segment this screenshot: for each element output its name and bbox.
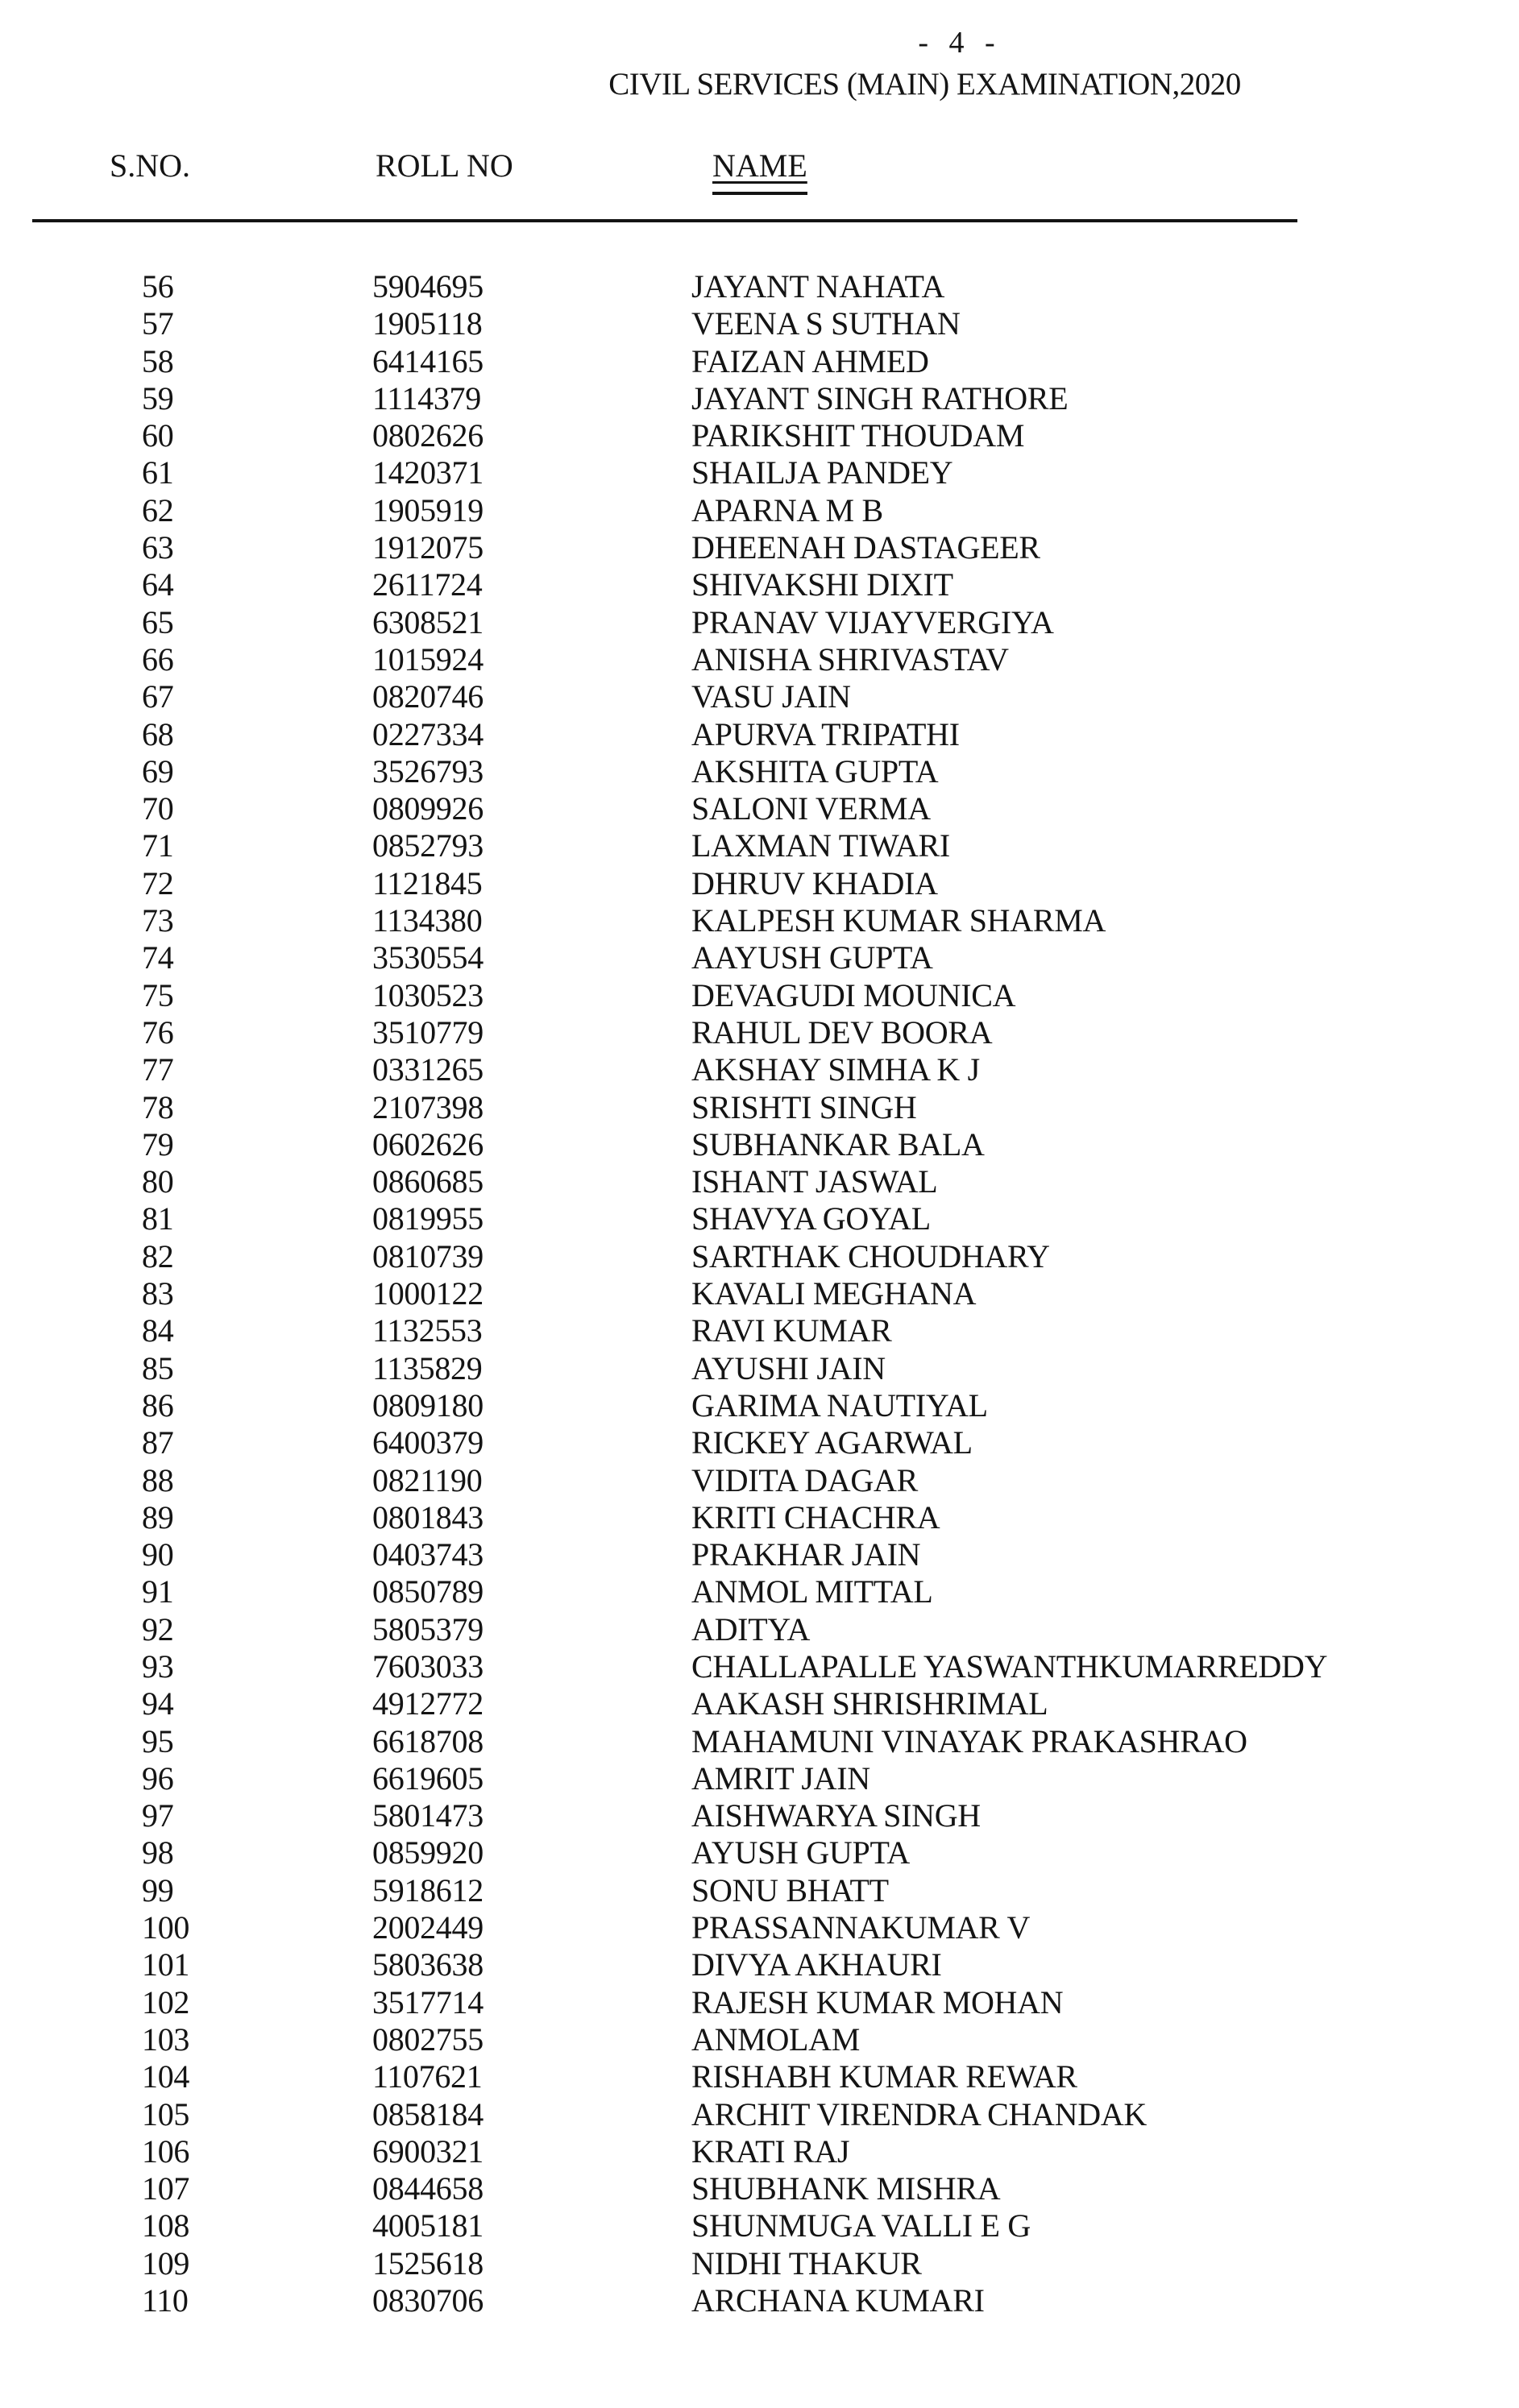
name-cell: VEENA S SUTHAN	[691, 305, 961, 342]
sno-cell: 101	[142, 1946, 190, 1983]
table-row	[0, 865, 1519, 902]
roll-no-cell: 1905118	[372, 305, 483, 342]
sno-cell: 56	[142, 268, 174, 305]
roll-no-cell: 2002449	[372, 1909, 484, 1946]
sno-cell: 61	[142, 454, 174, 491]
roll-no-cell: 0810739	[372, 1237, 484, 1274]
table-row	[0, 1089, 1519, 1126]
table-row	[0, 902, 1519, 939]
roll-no-cell: 4912772	[372, 1685, 484, 1722]
name-cell: PRANAV VIJAYVERGIYA	[691, 603, 1054, 640]
table-row	[0, 305, 1519, 342]
table-row	[0, 566, 1519, 603]
table-row	[0, 529, 1519, 566]
name-cell: PRASSANNAKUMAR V	[691, 1909, 1031, 1946]
sno-cell: 85	[142, 1349, 174, 1386]
roll-no-cell: 1905919	[372, 491, 484, 528]
roll-no-cell: 7603033	[372, 1647, 484, 1685]
table-row	[0, 1723, 1519, 1760]
table-row	[0, 492, 1519, 529]
sno-cell: 105	[142, 2095, 190, 2132]
name-cell: RAJESH KUMAR MOHAN	[691, 1983, 1064, 2020]
sno-cell: 66	[142, 640, 174, 678]
roll-no-cell: 0819955	[372, 1200, 484, 1237]
table-row	[0, 1275, 1519, 1312]
results-table	[0, 268, 1519, 2319]
name-cell: SHAILJA PANDEY	[691, 454, 953, 491]
table-row	[0, 1946, 1519, 1983]
table-row	[0, 1760, 1519, 1797]
name-cell: SALONI VERMA	[691, 790, 931, 827]
roll-no-cell: 6900321	[372, 2132, 484, 2170]
table-row	[0, 678, 1519, 715]
table-row	[0, 790, 1519, 827]
name-cell: RAVI KUMAR	[691, 1312, 892, 1349]
name-cell: SARTHAK CHOUDHARY	[691, 1237, 1050, 1274]
table-row	[0, 1984, 1519, 2021]
sno-cell: 100	[142, 1909, 190, 1946]
column-header-sno: S.NO.	[110, 147, 191, 184]
roll-no-cell: 0830706	[372, 2282, 484, 2319]
roll-no-cell: 0227334	[372, 715, 484, 752]
sno-cell: 77	[142, 1051, 174, 1088]
name-cell: ANMOL MITTAL	[691, 1573, 933, 1610]
roll-no-cell: 0820746	[372, 678, 484, 715]
name-cell: CHALLAPALLE YASWANTHKUMARREDDY	[691, 1647, 1328, 1685]
name-cell: SHUNMUGA VALLI E G	[691, 2207, 1031, 2244]
name-cell: APARNA M B	[691, 491, 883, 528]
sno-cell: 95	[142, 1722, 174, 1759]
name-cell: AISHWARYA SINGH	[691, 1797, 981, 1834]
name-cell: NIDHI THAKUR	[691, 2244, 922, 2282]
table-row	[0, 1350, 1519, 1387]
table-row	[0, 1051, 1519, 1088]
roll-no-cell: 3530554	[372, 939, 484, 976]
sno-cell: 60	[142, 417, 174, 454]
roll-no-cell: 1107621	[372, 2058, 483, 2095]
sno-cell: 87	[142, 1424, 174, 1461]
roll-no-cell: 5801473	[372, 1797, 484, 1834]
roll-no-cell: 0809926	[372, 790, 484, 827]
name-cell: MAHAMUNI VINAYAK PRAKASHRAO	[691, 1722, 1247, 1759]
name-cell: AAKASH SHRISHRIMAL	[691, 1685, 1048, 1722]
table-row	[0, 1126, 1519, 1163]
name-cell: FAIZAN AHMED	[691, 342, 929, 379]
sno-cell: 75	[142, 976, 174, 1013]
sno-cell: 65	[142, 603, 174, 640]
table-row	[0, 1611, 1519, 1648]
table-row	[0, 1648, 1519, 1685]
roll-no-cell: 0802755	[372, 2020, 484, 2058]
table-row	[0, 1909, 1519, 1946]
sno-cell: 69	[142, 752, 174, 790]
roll-no-cell: 2107398	[372, 1088, 484, 1125]
table-row	[0, 1462, 1519, 1499]
name-cell: DEVAGUDI MOUNICA	[691, 976, 1016, 1013]
sno-cell: 98	[142, 1834, 174, 1871]
sno-cell: 110	[142, 2282, 189, 2319]
sno-cell: 78	[142, 1088, 174, 1125]
table-row	[0, 2096, 1519, 2133]
sno-cell: 63	[142, 529, 174, 566]
table-row	[0, 268, 1519, 305]
name-cell: RICKEY AGARWAL	[691, 1424, 973, 1461]
sno-cell: 88	[142, 1461, 174, 1498]
sno-cell: 84	[142, 1312, 174, 1349]
name-cell: AKSHAY SIMHA K J	[691, 1051, 980, 1088]
roll-no-cell: 1015924	[372, 640, 484, 678]
sno-cell: 92	[142, 1610, 174, 1647]
table-row	[0, 2282, 1519, 2319]
table-row	[0, 1163, 1519, 1200]
roll-no-cell: 1134380	[372, 902, 483, 939]
name-cell: PARIKSHIT THOUDAM	[691, 417, 1025, 454]
table-row	[0, 827, 1519, 864]
sno-cell: 103	[142, 2020, 190, 2058]
table-row	[0, 1312, 1519, 1349]
sno-cell: 97	[142, 1797, 174, 1834]
roll-no-cell: 1912075	[372, 529, 484, 566]
sno-cell: 86	[142, 1386, 174, 1424]
sno-cell: 90	[142, 1536, 174, 1573]
name-cell: AYUSH GUPTA	[691, 1834, 910, 1871]
table-row	[0, 641, 1519, 678]
sno-cell: 94	[142, 1685, 174, 1722]
sno-cell: 91	[142, 1573, 174, 1610]
table-row	[0, 1014, 1519, 1051]
table-row	[0, 1797, 1519, 1834]
roll-no-cell: 0821190	[372, 1461, 483, 1498]
roll-no-cell: 0809180	[372, 1386, 484, 1424]
name-cell: SHUBHANK MISHRA	[691, 2170, 1001, 2207]
table-row	[0, 1872, 1519, 1909]
table-row	[0, 2133, 1519, 2170]
column-header-roll-no: ROLL NO	[376, 147, 513, 184]
sno-cell: 80	[142, 1163, 174, 1200]
table-row	[0, 417, 1519, 454]
sno-cell: 108	[142, 2207, 190, 2244]
roll-no-cell: 0602626	[372, 1125, 484, 1163]
roll-no-cell: 0852793	[372, 827, 484, 864]
name-cell: AKSHITA GUPTA	[691, 752, 939, 790]
name-cell: RISHABH KUMAR REWAR	[691, 2058, 1077, 2095]
sno-cell: 82	[142, 1237, 174, 1274]
table-row	[0, 1834, 1519, 1871]
name-cell: APURVA TRIPATHI	[691, 715, 960, 752]
roll-no-cell: 3510779	[372, 1013, 484, 1051]
sno-cell: 102	[142, 1983, 190, 2020]
sno-cell: 67	[142, 678, 174, 715]
sno-cell: 70	[142, 790, 174, 827]
table-row	[0, 1573, 1519, 1610]
sno-cell: 59	[142, 379, 174, 417]
roll-no-cell: 5803638	[372, 1946, 484, 1983]
sno-cell: 79	[142, 1125, 174, 1163]
sno-cell: 76	[142, 1013, 174, 1051]
sno-cell: 107	[142, 2170, 190, 2207]
roll-no-cell: 6414165	[372, 342, 484, 379]
name-cell: ANISHA SHRIVASTAV	[691, 640, 1009, 678]
name-cell: DHEENAH DASTAGEER	[691, 529, 1040, 566]
table-row	[0, 753, 1519, 790]
table-row	[0, 977, 1519, 1014]
roll-no-cell: 6400379	[372, 1424, 484, 1461]
sno-cell: 104	[142, 2058, 190, 2095]
table-column-headers	[0, 147, 1519, 198]
roll-no-cell: 3526793	[372, 752, 484, 790]
table-row	[0, 1536, 1519, 1573]
name-cell: KALPESH KUMAR SHARMA	[691, 902, 1106, 939]
roll-no-cell: 5918612	[372, 1871, 484, 1909]
table-row	[0, 1685, 1519, 1722]
roll-no-cell: 6618708	[372, 1722, 484, 1759]
name-cell: SHIVAKSHI DIXIT	[691, 566, 953, 603]
roll-no-cell: 6619605	[372, 1759, 484, 1797]
roll-no-cell: 0859920	[372, 1834, 484, 1871]
roll-no-cell: 0331265	[372, 1051, 484, 1088]
page-number: - 4 -	[918, 26, 995, 60]
table-row	[0, 380, 1519, 417]
sno-cell: 83	[142, 1275, 174, 1312]
table-row	[0, 1387, 1519, 1424]
roll-no-cell: 1132553	[372, 1312, 483, 1349]
name-cell: ISHANT JASWAL	[691, 1163, 938, 1200]
name-cell: PRAKHAR JAIN	[691, 1536, 921, 1573]
roll-no-cell: 0858184	[372, 2095, 484, 2132]
table-row	[0, 2207, 1519, 2244]
roll-no-cell: 1525618	[372, 2244, 484, 2282]
header-divider-line	[32, 219, 1297, 222]
table-row	[0, 2245, 1519, 2282]
name-cell: JAYANT SINGH RATHORE	[691, 379, 1069, 417]
sno-cell: 73	[142, 902, 174, 939]
roll-no-cell: 2611724	[372, 566, 483, 603]
name-cell: LAXMAN TIWARI	[691, 827, 950, 864]
roll-no-cell: 1000122	[372, 1275, 484, 1312]
name-cell: SUBHANKAR BALA	[691, 1125, 985, 1163]
sno-cell: 96	[142, 1759, 174, 1797]
roll-no-cell: 5805379	[372, 1610, 484, 1647]
roll-no-cell: 0850789	[372, 1573, 484, 1610]
table-row	[0, 1424, 1519, 1461]
name-cell: VIDITA DAGAR	[691, 1461, 918, 1498]
name-cell: AYUSHI JAIN	[691, 1349, 886, 1386]
table-row	[0, 2058, 1519, 2095]
table-row	[0, 1499, 1519, 1536]
name-cell: AAYUSH GUPTA	[691, 939, 933, 976]
table-row	[0, 454, 1519, 491]
table-row	[0, 939, 1519, 976]
table-row	[0, 343, 1519, 380]
name-cell: AMRIT JAIN	[691, 1759, 870, 1797]
sno-cell: 68	[142, 715, 174, 752]
name-cell: GARIMA NAUTIYAL	[691, 1386, 988, 1424]
sno-cell: 109	[142, 2244, 190, 2282]
table-row	[0, 2170, 1519, 2207]
name-cell: JAYANT NAHATA	[691, 268, 945, 305]
table-row	[0, 1238, 1519, 1275]
roll-no-cell: 6308521	[372, 603, 484, 640]
name-cell: DHRUV KHADIA	[691, 864, 938, 901]
document-title: CIVIL SERVICES (MAIN) EXAMINATION,2020	[608, 67, 1241, 102]
table-row	[0, 2021, 1519, 2058]
roll-no-cell: 0801843	[372, 1498, 484, 1536]
roll-no-cell: 0844658	[372, 2170, 484, 2207]
name-cell: ARCHANA KUMARI	[691, 2282, 985, 2319]
roll-no-cell: 3517714	[372, 1983, 484, 2020]
sno-cell: 99	[142, 1871, 174, 1909]
name-cell: SRISHTI SINGH	[691, 1088, 917, 1125]
roll-no-cell: 0802626	[372, 417, 484, 454]
name-cell: KRITI CHACHRA	[691, 1498, 940, 1536]
table-row	[0, 716, 1519, 753]
table-row	[0, 604, 1519, 641]
name-cell: VASU JAIN	[691, 678, 851, 715]
name-cell: ARCHIT VIRENDRA CHANDAK	[691, 2095, 1147, 2132]
sno-cell: 106	[142, 2132, 190, 2170]
name-cell: ADITYA	[691, 1610, 811, 1647]
sno-cell: 62	[142, 491, 174, 528]
sno-cell: 57	[142, 305, 174, 342]
roll-no-cell: 5904695	[372, 268, 484, 305]
column-header-name: NAME	[712, 150, 807, 195]
roll-no-cell: 1030523	[372, 976, 484, 1013]
name-cell: KAVALI MEGHANA	[691, 1275, 977, 1312]
name-cell: DIVYA AKHAURI	[691, 1946, 942, 1983]
name-cell: SHAVYA GOYAL	[691, 1200, 931, 1237]
name-cell: ANMOLAM	[691, 2020, 861, 2058]
roll-no-cell: 1420371	[372, 454, 484, 491]
sno-cell: 71	[142, 827, 174, 864]
table-row	[0, 1200, 1519, 1237]
sno-cell: 64	[142, 566, 174, 603]
roll-no-cell: 0403743	[372, 1536, 484, 1573]
name-cell: SONU BHATT	[691, 1871, 889, 1909]
sno-cell: 72	[142, 864, 174, 901]
name-cell: RAHUL DEV BOORA	[691, 1013, 993, 1051]
roll-no-cell: 0860685	[372, 1163, 484, 1200]
roll-no-cell: 1114379	[372, 379, 481, 417]
roll-no-cell: 1135829	[372, 1349, 483, 1386]
name-cell: KRATI RAJ	[691, 2132, 850, 2170]
sno-cell: 58	[142, 342, 174, 379]
sno-cell: 93	[142, 1647, 174, 1685]
roll-no-cell: 1121845	[372, 864, 483, 901]
roll-no-cell: 4005181	[372, 2207, 484, 2244]
sno-cell: 74	[142, 939, 174, 976]
sno-cell: 89	[142, 1498, 174, 1536]
sno-cell: 81	[142, 1200, 174, 1237]
